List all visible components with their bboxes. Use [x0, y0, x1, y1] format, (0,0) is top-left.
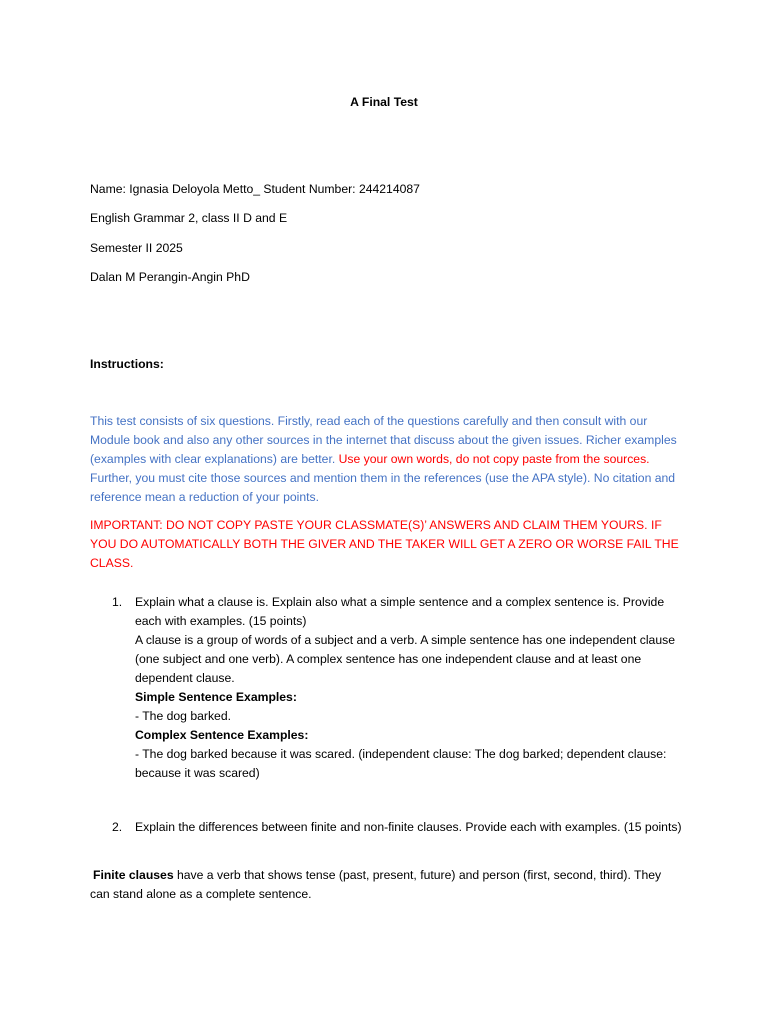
- complex-sentence-heading: Complex Sentence Examples:: [135, 728, 309, 742]
- important-notice: IMPORTANT: DO NOT COPY PASTE YOUR CLASSMATE(S)’ ANSWERS AND CLAIM THEM YOURS. IF YOU DO AUTOMATICALLY BOTH THE GIVER AND THE TAKER WILL GET A ZERO OR WORSE FAIL THE CLASS.: [90, 518, 679, 570]
- lecturer-line: Dalan M Perangin-Angin PhD: [90, 270, 250, 284]
- question-1-answer: A clause is a group of words of a subject and a verb. A simple sentence has one independent clause (one subject and one verb). A complex sentence has one independent clause and at least one dependent clause.: [135, 633, 675, 685]
- instructions-text-part-1: This test consists of six questions. Firstly, read each of the questions carefully and then consult with our Module book and also any other sources in the internet that discuss about the given issues. Richer examples (examples with clear explanations) are better.: [90, 414, 677, 466]
- instructions-paragraph: [90, 412, 680, 507]
- finite-clauses-definition: have a verb that shows tense (past, present, future) and person (first, second, third). They can stand alone as a complete sentence.: [90, 868, 662, 901]
- simple-sentence-example: - The dog barked.: [135, 709, 231, 723]
- page-title: A Final Test: [350, 95, 418, 109]
- semester-line: Semester II 2025: [90, 241, 183, 255]
- question-2-prompt: Explain the differences between finite and non-finite clauses. Provide each with examples. (15 points): [135, 820, 682, 834]
- finite-clauses-term: Finite clauses: [93, 868, 174, 882]
- complex-sentence-example: - The dog barked because it was scared. (independent clause: The dog barked; dependent clause: because it was scared): [135, 747, 667, 780]
- course-line: English Grammar 2, class II D and E: [90, 211, 288, 225]
- question-1-number: 1.: [112, 595, 123, 609]
- instructions-heading: Instructions:: [90, 357, 164, 371]
- student-name-line: Name: Ignasia Deloyola Metto_ Student Number: 244214087: [90, 182, 420, 196]
- question-2-number: 2.: [112, 820, 123, 834]
- question-2-answer: [90, 866, 665, 904]
- simple-sentence-heading: Simple Sentence Examples:: [135, 690, 297, 704]
- question-1-prompt: Explain what a clause is. Explain also what a simple sentence and a complex sentence is. Provide each with examples. (15 points): [135, 595, 665, 628]
- question-1: [135, 593, 683, 783]
- instructions-warning-text: Use your own words, do not copy paste from the sources.: [338, 452, 650, 466]
- instructions-text-part-2: Further, you must cite those sources and mention them in the references (use the APA style). No citation and reference mean a reduction of your points.: [90, 471, 676, 504]
